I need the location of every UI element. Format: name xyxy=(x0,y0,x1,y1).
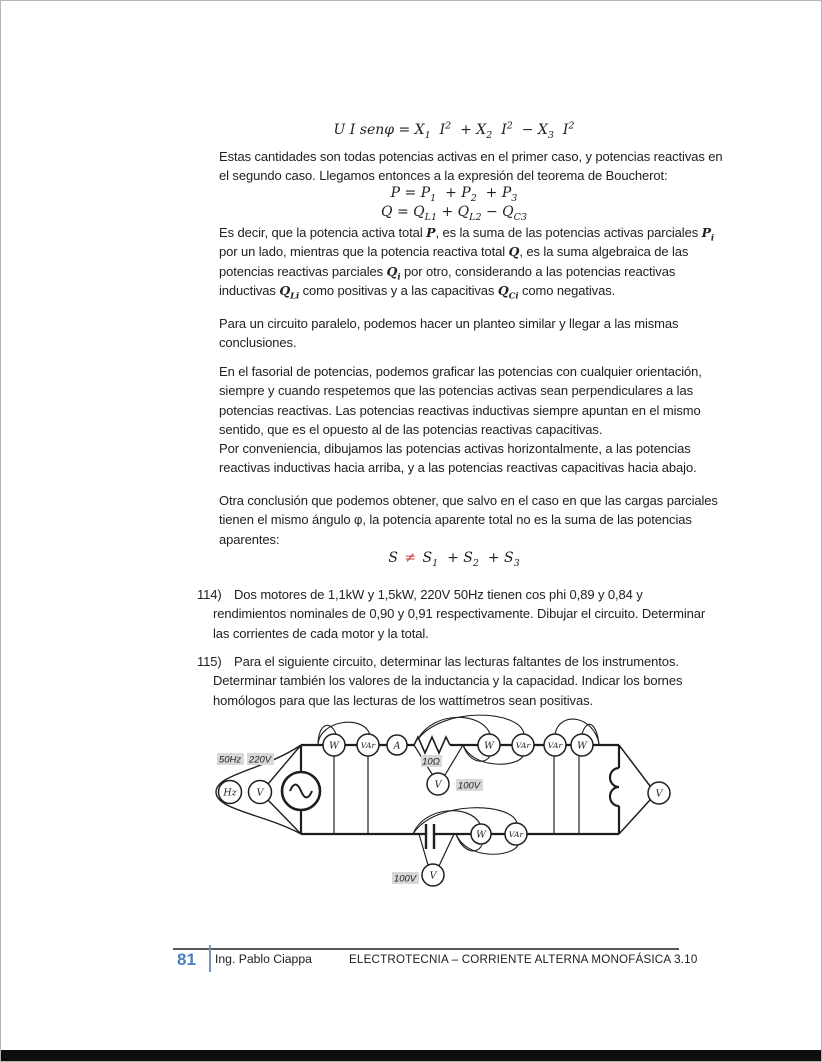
inductor-coil xyxy=(610,768,619,806)
svg-text:VAr: VAr xyxy=(515,741,531,750)
not-equal-sign: ≠ xyxy=(404,550,417,566)
capacitor-plates xyxy=(426,824,434,849)
svg-text:Hz: Hz xyxy=(223,787,237,799)
resistor-label: 10Ω xyxy=(422,756,440,768)
footer-course-title: ELECTROTECNIA – CORRIENTE ALTERNA MONOFÁSICA 3.10 xyxy=(349,953,698,966)
problem-114 xyxy=(197,585,706,643)
problem-text: Para el siguiente circuito, determinar las lecturas faltantes de los instrumentos. Determinar también los valores de la inductancia y la capacidad. Indicar los bornes homólogos para que las lecturas de los wattímetros sean positivas. xyxy=(213,654,683,708)
bottom-bar xyxy=(1,1050,822,1062)
footer-rule xyxy=(173,948,679,950)
paragraph-phasor: En el fasorial de potencias, podemos graficar las potencias con cualquier orientación, siempre y cuando respetemos que las potencias activas sean perpendiculares a las potencias reactivas. Las potencias reactivas inductivas siempre apuntan en el mismo sentido, que es el opuesto al de las potencias reactivas capacitivas. Por conveniencia, dibujamos las potencias activas horizontalmente, a las potencias reactivas inductivas hacia arriba, y a las potencias reactivas capacitivas hacia abajo. xyxy=(219,364,702,476)
resistor-voltage-label: 100V xyxy=(457,780,481,792)
apparent-lhs: S xyxy=(388,550,398,566)
svg-text:A: A xyxy=(393,740,401,752)
formula-p-sum: $P = P_1 + P_2 + P_3$ xyxy=(390,185,518,204)
paragraph-parallel-circuit: Para un circuito paralelo, podemos hacer un planteo similar y llegar a las mismas conclusiones. xyxy=(219,316,679,351)
svg-text:V: V xyxy=(434,779,442,791)
value-labels xyxy=(217,753,483,885)
footer-author: Ing. Pablo Ciappa xyxy=(215,952,312,966)
svg-text:W: W xyxy=(476,829,486,841)
svg-text:VAr: VAr xyxy=(360,741,376,750)
problem-text: Dos motores de 1,1kW y 1,5kW, 220V 50Hz tienen cos phi 0,89 y 0,84 y rendimientos nominales de 0,90 y 0,91 respectivamente. Dibujar el circuito. Determinar las corrientes de cada motor y la total. xyxy=(213,587,706,641)
paragraph-conclusion: Otra conclusión que podemos obtener, que salvo en el caso en que las cargas parciales tienen el mismo ángulo φ, la potencia aparente total no es la suma de las potencias aparentes: xyxy=(219,493,718,547)
formula-q-sum: $Q = Q_{L1} + Q_{L2} - Q_{C3}$ xyxy=(381,204,527,223)
problem-115 xyxy=(197,652,697,710)
meters xyxy=(219,734,671,886)
problem-number: 115) xyxy=(197,654,222,669)
problem-number: 114) xyxy=(197,587,222,602)
apparent-rhs: $S_1 + S_2 + S_3$ xyxy=(422,550,520,569)
capacitor-voltage-label: 100V xyxy=(393,873,417,885)
circuit-diagram xyxy=(206,706,696,906)
source-voltage-label: 220V xyxy=(248,754,272,766)
ac-source xyxy=(282,772,320,810)
svg-text:W: W xyxy=(577,740,587,752)
meter-labels xyxy=(222,741,663,882)
paragraph-boucherot-intro: Estas cantidades son todas potencias activas en el primer caso, y potencias reactivas en el segundo caso. Llegamos entonces a la expresión del teorema de Boucherot: xyxy=(219,149,723,184)
formula-apparent-power xyxy=(219,549,689,569)
footer-divider xyxy=(209,945,211,972)
svg-text:V: V xyxy=(655,788,663,800)
svg-text:VAr: VAr xyxy=(547,741,563,750)
svg-text:W: W xyxy=(484,740,494,752)
resistor-zigzag xyxy=(414,737,450,753)
svg-text:V: V xyxy=(256,787,264,799)
svg-text:VAr: VAr xyxy=(508,830,524,839)
svg-text:W: W xyxy=(329,740,339,752)
formula-reactive-identity: U I $sen\varphi = X_1$ $I^2 + X_2$ $I^2 - X_3$ $I^2$ xyxy=(333,120,575,141)
page-number: 81 xyxy=(177,950,196,969)
source-freq-label: 50Hz xyxy=(218,754,242,766)
svg-text:V: V xyxy=(429,870,437,882)
paragraph-explanation: Es decir, que la potencia activa total P, es la suma de las potencias activas parciales $P_i$ por un lado, mientras que la potencia reactiva total Q, es la suma algebraica de las potencias reactivas parciales $Q_i$ por otro, considerando a las potencias reactivas inductivas $Q_{Li}$ como positivas y a las capacitivas $Q_{Ci}$ como negativas. xyxy=(219,225,715,302)
